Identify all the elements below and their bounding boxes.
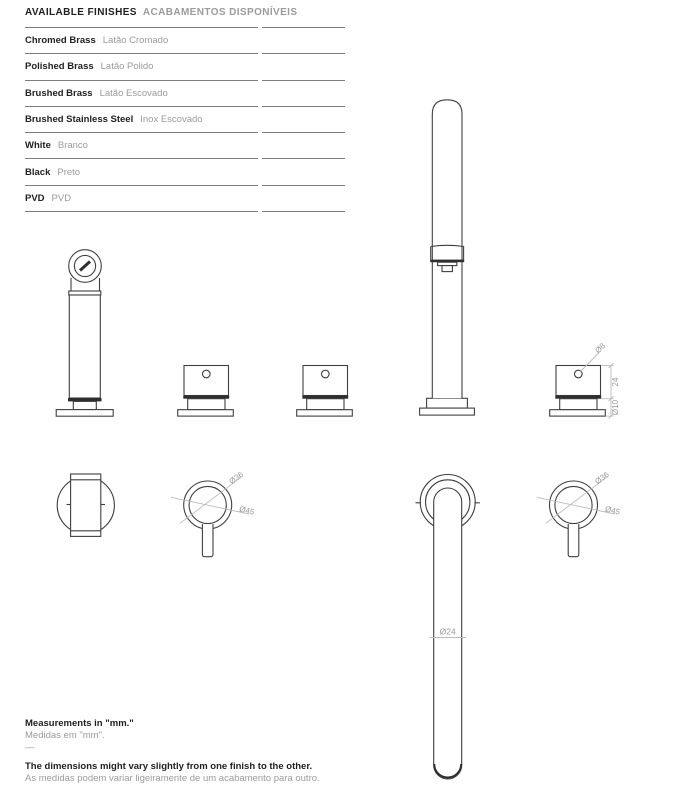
dim-screw-diameter: Ø8 xyxy=(593,341,608,356)
finish-name-pt: Preto xyxy=(57,166,81,178)
dim-handle-body-diameter: Ø36 xyxy=(227,469,245,487)
finish-name-pt: Branco xyxy=(57,140,88,152)
handle-side-view-1 xyxy=(178,366,234,417)
dim-handle-body-diameter: Ø36 xyxy=(593,469,611,487)
dimensions-note-pt: As medidas podem variar ligeiramente de um acabamento para outro. xyxy=(25,773,320,784)
dim-handle-outer-diameter: Ø45 xyxy=(604,504,621,517)
handle-side-view-2 xyxy=(297,366,353,417)
handle-side-view-3 xyxy=(550,366,606,417)
spout-top-view xyxy=(416,475,480,780)
finish-name-en: Brushed Stainless Steel xyxy=(25,114,134,126)
dim-base-height: Ø10 xyxy=(611,399,620,416)
finish-name-pt: PVD xyxy=(51,192,72,204)
finish-name-pt: Latão Escovado xyxy=(99,87,168,99)
dim-handle-height: 24 xyxy=(611,377,620,387)
finish-name-en: Chromed Brass xyxy=(25,35,96,47)
finish-name-en: White xyxy=(25,140,51,152)
finish-name-pt: Inox Escovado xyxy=(140,114,203,126)
dim-handle-outer-diameter: Ø45 xyxy=(238,504,256,517)
finish-name-en: PVD xyxy=(25,192,45,204)
dim-spout-diameter: Ø24 xyxy=(439,626,456,637)
measurements-note-en: Measurements in "mm." xyxy=(25,718,134,729)
finish-name-pt: Latão Cromado xyxy=(102,35,169,47)
finish-name-pt: Latão Polido xyxy=(100,61,154,73)
footer-separator: — xyxy=(25,742,35,753)
spout-side-view xyxy=(420,100,475,415)
title-portuguese: ACABAMENTOS DISPONÍVEIS xyxy=(142,7,298,18)
title-english: AVAILABLE FINISHES xyxy=(25,7,137,18)
measurements-note-pt: Medidas em "mm". xyxy=(25,730,105,741)
finish-name-en: Brushed Brass xyxy=(25,87,93,99)
finish-name-en: Polished Brass xyxy=(25,61,94,73)
finish-name-en: Black xyxy=(25,166,51,178)
handle-top-view-2 xyxy=(537,470,622,557)
handshower-side-view xyxy=(56,250,113,417)
handshower-top-view xyxy=(57,474,114,536)
handle-top-view-1 xyxy=(171,470,256,557)
dimensions-note-en: The dimensions might vary slightly from one finish to the other. xyxy=(25,761,313,772)
